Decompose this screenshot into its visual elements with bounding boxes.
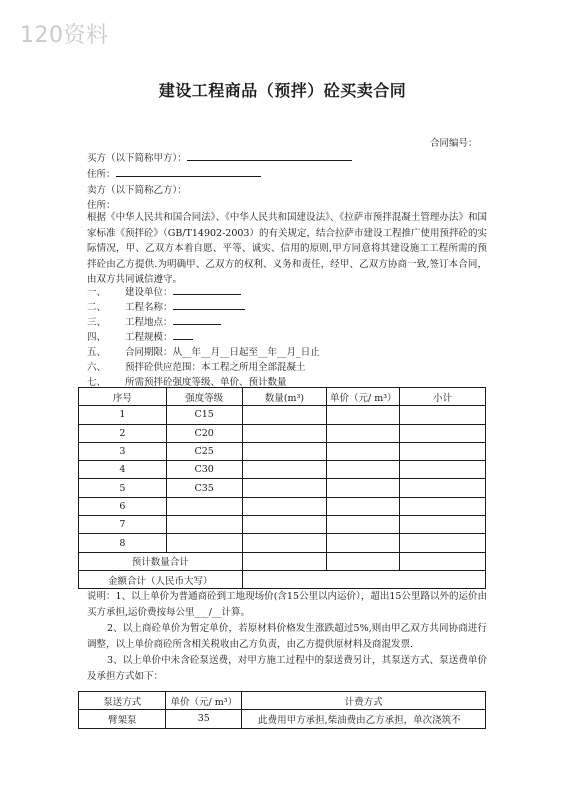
pump-table bbox=[78, 691, 486, 729]
total-amount-label: 金额合计（人民币大写） bbox=[79, 570, 243, 588]
note-2: 2、以上商砼单价为暂定单价，若原材料价格发生涨跌超过5%,则由甲乙双方共同协商进行调整，以上单价商砼所含相关税收由乙方负责，由乙方提供原材料及商混发票. bbox=[87, 623, 487, 650]
section-7: 七、 所需预拌砼强度等级、单价、预计数量 bbox=[87, 377, 287, 388]
section-5: 五、 合同期限：从__年__月__日起至__年__月_日止 bbox=[87, 347, 320, 358]
table-row: 臂架泵 35 此费用甲方承担,柴油费由乙方承担，单次浇筑不 bbox=[79, 710, 486, 728]
section-6: 六、 预拌砼供应范围：本工程之所用全部混凝土 bbox=[87, 362, 306, 373]
pump-header-billing: 计费方式 bbox=[242, 692, 486, 710]
table-header-row bbox=[79, 388, 486, 406]
buyer-address-blank bbox=[116, 166, 261, 177]
total-amount-row bbox=[79, 570, 486, 588]
seller-address-label: 住所： bbox=[87, 200, 116, 211]
buyer-address-line bbox=[87, 166, 261, 180]
table-row: 4 C30 bbox=[79, 461, 486, 479]
header-price: 单价（元/ m³） bbox=[327, 388, 400, 406]
header-seq: 序号 bbox=[79, 388, 167, 406]
seller-label: 卖方（以下简称乙方）： bbox=[87, 185, 187, 196]
document-title: 建设工程商品（预拌）砼买卖合同 bbox=[158, 81, 407, 100]
header-grade: 强度等级 bbox=[166, 388, 242, 406]
header-qty: 数量(m³) bbox=[242, 388, 327, 406]
buyer-address-label: 住所： bbox=[87, 169, 116, 180]
note-1: 说明：1、以上单价为普通商砼到工地现场价(含15公里以内运价），超出15公里路以外的运价由买方承担,运价费按每公里___/__计算。 bbox=[87, 591, 487, 618]
buyer-blank bbox=[187, 150, 352, 161]
table-row: 5 C35 bbox=[79, 479, 486, 497]
section-1: 一、 建设单位： bbox=[87, 284, 241, 298]
total-qty-label: 预计数量合计 bbox=[79, 552, 243, 570]
contract-number-label: 合同编号： bbox=[430, 138, 478, 149]
total-qty-row bbox=[79, 552, 486, 570]
grade-table bbox=[78, 387, 486, 589]
header-subtotal: 小计 bbox=[400, 388, 486, 406]
table-row: 6 bbox=[79, 497, 486, 515]
table-row: 2 C20 bbox=[79, 424, 486, 442]
watermark: 120资料 bbox=[20, 23, 109, 48]
table-row: 7 bbox=[79, 516, 486, 534]
pump-header-price: 单价（元/ m³） bbox=[166, 692, 242, 710]
pump-header-method: 泵送方式 bbox=[79, 692, 166, 710]
note-3: 3、以上单价中未含砼泵送费，对甲方施工过程中的泵送费另计，其泵送方式、泵送费单价及承担方式如下： bbox=[87, 655, 487, 682]
preamble-paragraph: 根据《中华人民共和国合同法》、《中华人民共和国建设法》、《拉萨市预拌混凝土管理办法》和国家标准《预拌砼》（GB/T14902-2003）的有关规定，结合拉萨市建设工程推广使用预拌砼的实际情况，甲、乙双方本着自愿、平等、诚实、信用的原则,甲方同意将其建设施工工程所需的预拌砼由乙方提供.为明确甲、乙双方的权利、义务和责任，经甲、乙双方协商一致,签订本合同，由双方共同诚信遵守。 bbox=[87, 212, 487, 285]
table-row: 8 bbox=[79, 534, 486, 552]
seller-address-line bbox=[87, 197, 116, 211]
table-row: 1 C15 bbox=[79, 406, 486, 424]
buyer-label: 买方（以下简称甲方）： bbox=[87, 153, 187, 164]
pump-header-row bbox=[79, 692, 486, 710]
section-4: 四、 工程规模： bbox=[87, 329, 193, 343]
section-3: 三、 工程地点： bbox=[87, 314, 221, 328]
table-row: 3 C25 bbox=[79, 442, 486, 460]
seller-line bbox=[87, 182, 187, 196]
section-2: 二、 工程名称： bbox=[87, 299, 245, 313]
buyer-line bbox=[87, 150, 352, 164]
